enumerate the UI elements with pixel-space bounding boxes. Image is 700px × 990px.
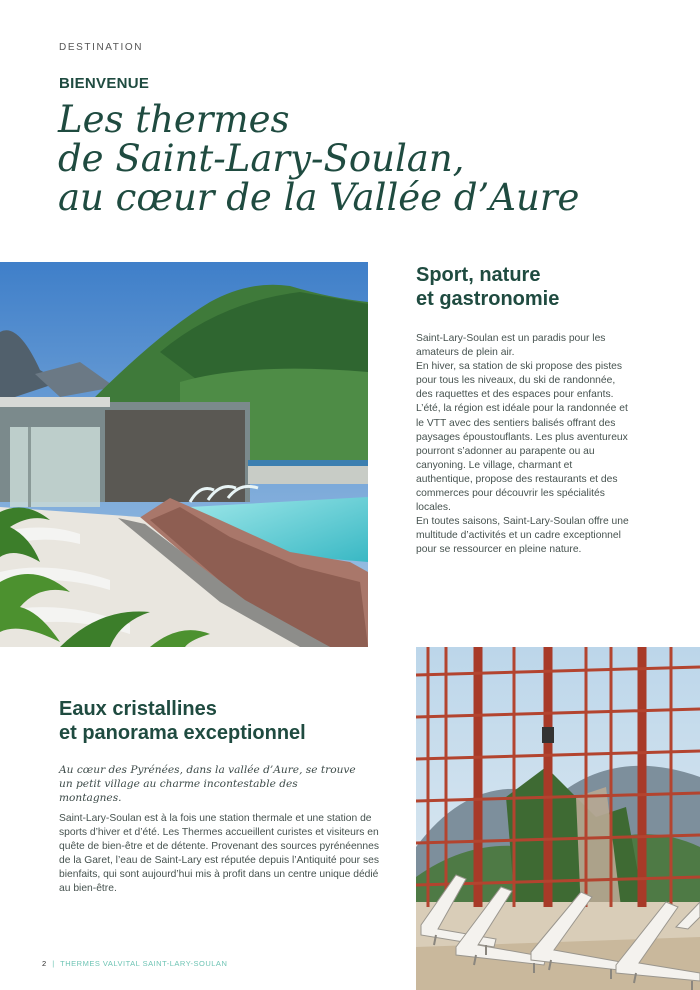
page-title-line-3: au cœur de la Vallée d’Aure (58, 176, 580, 219)
sport-title-line-2: et gastronomie (416, 288, 560, 310)
sport-section-body (416, 332, 631, 558)
eaux-intro: Au cœur des Pyrénées, dans la vallée d’Aure, se trouve un petit village au charme incontestable des montagnes. (59, 764, 356, 804)
footer-separator: | (52, 959, 55, 968)
page-title-line-2: de Saint-Lary-Soulan, (58, 137, 465, 180)
eaux-title-line-1: Eaux cristallines (59, 698, 217, 720)
section-kicker: DESTINATION (59, 42, 144, 53)
footer-brand: THERMES VALVITAL SAINT-LARY-SOULAN (60, 959, 228, 968)
eaux-title-line-2: et panorama exceptionnel (59, 722, 306, 744)
sport-paragraph-3: En toutes saisons, Saint-Lary-Soulan offre une multitude d’activités et un cadre exceptionnel pour se ressourcer en pleine nature. (416, 516, 629, 556)
page-footer (42, 959, 227, 968)
page-number: 2 (42, 959, 47, 968)
spa-pool-photo (0, 262, 368, 647)
sport-paragraph-1: Saint-Lary-Soulan est un paradis pour les amateurs de plein air. (416, 333, 606, 359)
welcome-label: BIENVENUE (59, 75, 150, 92)
page-title-line-1: Les thermes (58, 98, 290, 141)
page-title (58, 100, 678, 217)
glass-lounge-photo (416, 647, 700, 990)
eaux-body: Saint-Lary-Soulan est à la fois une station thermale et une station de sports d’hiver et d’été. Les Thermes accueillent curistes et visiteurs en quête de bien-être et de détente. Provenant des sources pyrénéennes de la Garet, l’eau de Saint-Lary est réputée depuis l’Antiquité pour ses bienfaits, qui sont aujourd’hui mis à profit dans un centre unique dédié au bien-être. (59, 813, 379, 895)
eaux-section-title (59, 697, 399, 745)
sport-section-title (416, 263, 686, 311)
sport-paragraph-2: En hiver, sa station de ski propose des pistes pour tous les niveaux, du ski de randonnée, des raquettes et des espaces pour enfants. L’été, la région est idéale pour la randonnée et le VTT avec des sentiers balisés offrant des paysages époustouflants. Les plus aventureux pourront s’adonner au parapente ou au canyoning. Le village, charmant et authentique, propose des restaurants et des commerces pour découvrir les spécialités locales. (416, 361, 628, 514)
sport-title-line-1: Sport, nature (416, 264, 541, 286)
